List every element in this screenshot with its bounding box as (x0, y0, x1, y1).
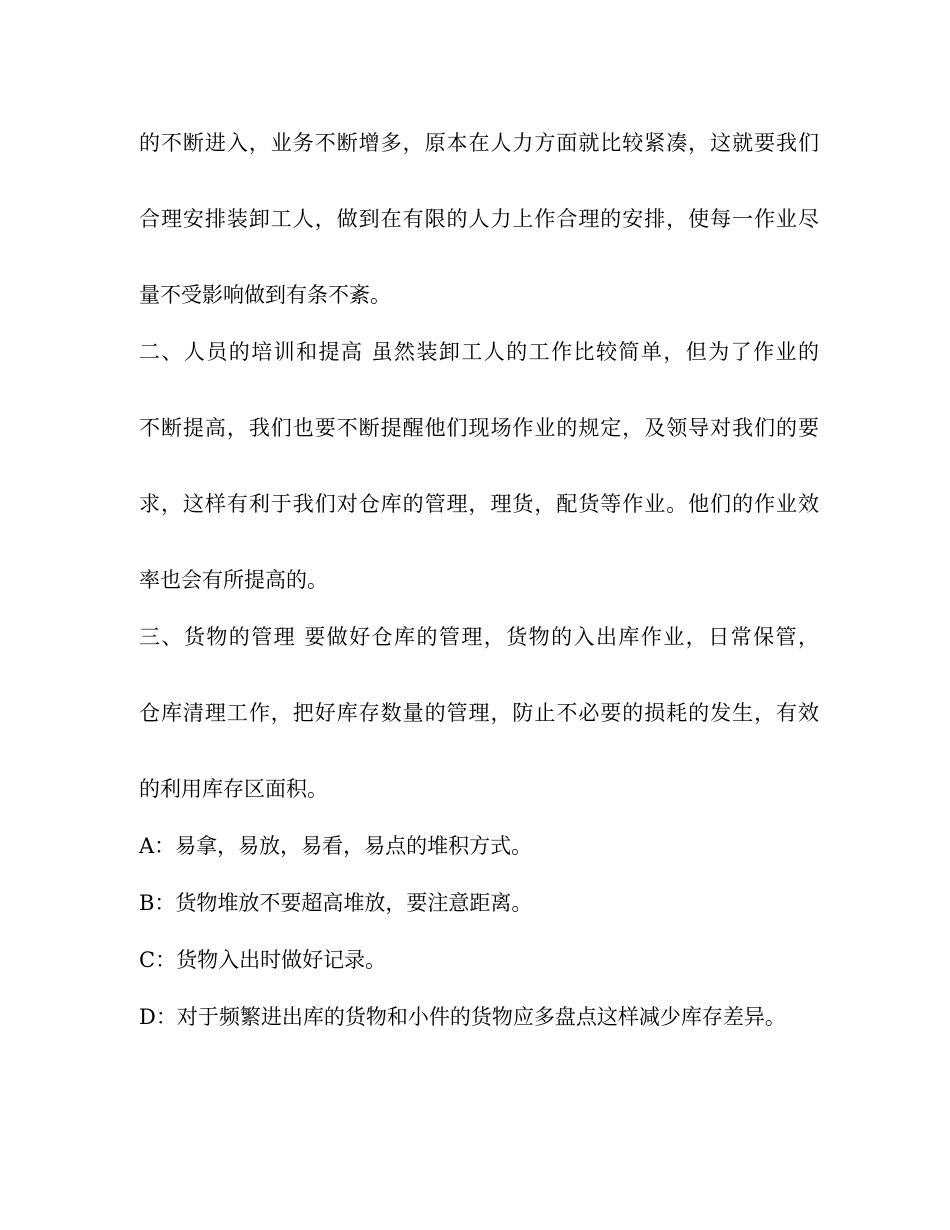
list-item-b: B：货物堆放不要超高堆放，要注意距离。 (139, 891, 533, 915)
paragraph-line: 的不断进入，业务不断增多，原本在人力方面就比较紧凑，这就要我们 (139, 131, 819, 155)
paragraph-line: 仓库清理工作，把好库存数量的管理，防止不必要的损耗的发生，有效 (139, 701, 819, 725)
paragraph-line: 的利用库存区面积。 (139, 777, 328, 801)
paragraph-line: 率也会有所提高的。 (139, 568, 328, 592)
paragraph-line: 合理安排装卸工人，做到在有限的人力上作合理的安排，使每一作业尽 (139, 207, 819, 231)
list-item-d: D：对于频繁进出库的货物和小件的货物应多盘点这样减少库存差异。 (139, 1005, 786, 1029)
paragraph-line: 量不受影响做到有条不紊。 (139, 283, 391, 307)
list-item-c: C：货物入出时做好记录。 (139, 948, 387, 972)
paragraph-line: 求，这样有利于我们对仓库的管理，理货，配货等作业。他们的作业效 (139, 492, 819, 516)
section-heading-line: 三、货物的管理 要做好仓库的管理，货物的入出库作业，日常保管， (139, 625, 819, 649)
list-item-a: A：易拿，易放，易看，易点的堆积方式。 (139, 834, 533, 858)
section-heading-line: 二、人员的培训和提高 虽然装卸工人的工作比较简单，但为了作业的 (139, 340, 819, 364)
paragraph-line: 不断提高，我们也要不断提醒他们现场作业的规定，及领导对我们的要 (139, 416, 819, 440)
